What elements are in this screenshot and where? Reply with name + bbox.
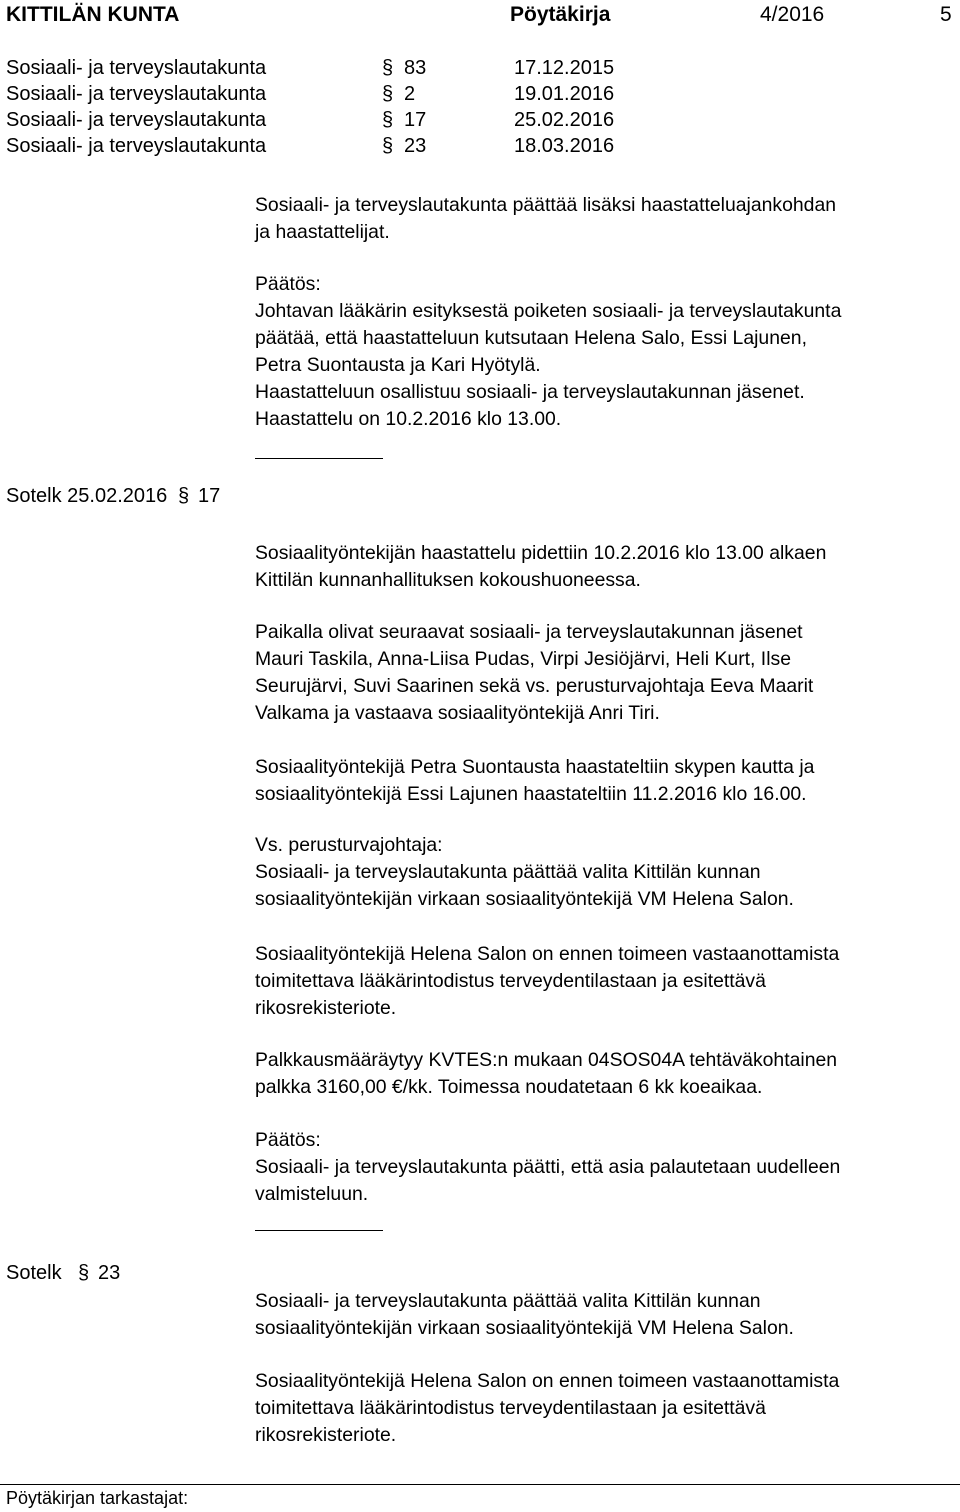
history-body: Sosiaali- ja terveyslautakunta [6, 135, 267, 157]
text-line: Valkama ja vastaava sosiaalityöntekijä Anri Tiri. [255, 702, 660, 724]
text-line: sosiaalityöntekijä Essi Lajunen haastateltiin 11.2.2016 klo 16.00. [255, 783, 807, 805]
text-line: Vs. perusturvajohtaja: [255, 834, 443, 856]
paragraph-requirements-23 [255, 1368, 955, 1449]
decision-label: Päätös: [255, 1129, 321, 1151]
section-ref-number: 17 [198, 485, 221, 507]
text-line: toimitettava lääkärintodistus terveydentilastaan ja esitettävä [255, 1397, 766, 1419]
paragraph-proposal [255, 832, 955, 913]
text-line: Johtavan lääkärin esityksestä poiketen sosiaali- ja terveyslautakunta [255, 300, 842, 322]
section-icon: § [178, 485, 190, 507]
history-number: 2 [404, 83, 416, 105]
text-line: Haastatteluun osallistuu sosiaali- ja terveyslautakunnan jäsenet. [255, 381, 805, 403]
text-line: valmisteluun. [255, 1183, 369, 1205]
text-line: Sosiaalityöntekijän haastattelu pidettiin 10.2.2016 klo 13.00 alkaen [255, 542, 827, 564]
paragraph-proposal-23 [255, 1288, 955, 1342]
section-ref-label: Sotelk 25.02.2016 [6, 485, 168, 507]
history-number: 83 [404, 57, 427, 79]
text-line: Palkkausmääräytyy KVTES:n mukaan 04SOS04A tehtäväkohtainen [255, 1049, 838, 1071]
section-reference-23 [6, 1262, 121, 1285]
history-date: 17.12.2015 [514, 57, 615, 79]
history-date: 25.02.2016 [514, 109, 615, 131]
text-line: toimitettava lääkärintodistus terveydentilastaan ja esitettävä [255, 970, 766, 992]
text-line: Sosiaalityöntekijä Helena Salon on ennen toimeen vastaanottamista [255, 943, 840, 965]
section-icon: § [382, 109, 394, 131]
history-number: 17 [404, 109, 427, 131]
paragraph-interview [255, 540, 955, 594]
text-line: päätää, että haastatteluun kutsutaan Helena Salo, Essi Lajunen, [255, 327, 807, 349]
section-divider [255, 458, 383, 459]
history-date: 18.03.2016 [514, 135, 615, 157]
footer-divider [0, 1484, 960, 1485]
section-ref-label: Sotelk [6, 1262, 62, 1284]
history-number: 23 [404, 135, 427, 157]
text-line: Petra Suontausta ja Kari Hyötylä. [255, 354, 541, 376]
decision-block-2 [255, 1127, 955, 1208]
history-body: Sosiaali- ja terveyslautakunta [6, 57, 267, 79]
history-date: 19.01.2016 [514, 83, 615, 105]
section-reference-17 [6, 485, 221, 508]
paragraph-attendees [255, 619, 955, 727]
decision-block-1 [255, 271, 955, 433]
decision-label: Päätös: [255, 273, 321, 295]
paragraph-salary [255, 1047, 955, 1101]
section-divider [255, 1230, 383, 1231]
paragraph-intro [255, 192, 955, 246]
document-number: 4/2016 [760, 3, 825, 26]
text-line: Sosiaali- ja terveyslautakunta päätti, että asia palautetaan uudelleen [255, 1156, 841, 1178]
municipality-name: KITTILÄN KUNTA [6, 3, 180, 26]
history-body: Sosiaali- ja terveyslautakunta [6, 109, 267, 131]
text-line: Haastattelu on 10.2.2016 klo 13.00. [255, 408, 562, 430]
text-line: Kittilän kunnanhallituksen kokoushuoneessa. [255, 569, 641, 591]
text-line: Sosiaalityöntekijä Helena Salon on ennen toimeen vastaanottamista [255, 1370, 840, 1392]
section-icon: § [382, 135, 394, 157]
section-icon: § [382, 57, 394, 79]
footer-label: Pöytäkirjan tarkastajat: [6, 1488, 189, 1508]
text-line: sosiaalityöntekijän virkaan sosiaalityöntekijä VM Helena Salon. [255, 888, 794, 910]
text-line: ja haastattelijat. [255, 221, 390, 243]
text-line: Sosiaali- ja terveyslautakunta päättää valita Kittilän kunnan [255, 1290, 761, 1312]
text-line: Mauri Taskila, Anna-Liisa Pudas, Virpi Jesiöjärvi, Heli Kurt, Ilse [255, 648, 791, 670]
history-body: Sosiaali- ja terveyslautakunta [6, 83, 267, 105]
text-line: Sosiaali- ja terveyslautakunta päättää valita Kittilän kunnan [255, 861, 761, 883]
text-line: Seurujärvi, Suvi Saarinen sekä vs. perusturvajohtaja Eeva Maarit [255, 675, 814, 697]
text-line: Sosiaali- ja terveyslautakunta päättää lisäksi haastatteluajankohdan [255, 194, 837, 216]
text-line: Paikalla olivat seuraavat sosiaali- ja terveyslautakunnan jäsenet [255, 621, 803, 643]
section-ref-number: 23 [98, 1262, 121, 1284]
text-line: rikosrekisteriote. [255, 1424, 397, 1446]
paragraph-skype [255, 754, 955, 808]
document-type: Pöytäkirja [510, 3, 611, 26]
text-line: sosiaalityöntekijän virkaan sosiaalityöntekijä VM Helena Salon. [255, 1317, 794, 1339]
text-line: rikosrekisteriote. [255, 997, 397, 1019]
section-icon: § [382, 83, 394, 105]
text-line: palkka 3160,00 €/kk. Toimessa noudatetaan 6 kk koeaikaa. [255, 1076, 763, 1098]
page-number: 5 [940, 3, 952, 26]
section-icon: § [78, 1262, 90, 1284]
paragraph-requirements [255, 941, 955, 1022]
text-line: Sosiaalityöntekijä Petra Suontausta haastateltiin skypen kautta ja [255, 756, 815, 778]
